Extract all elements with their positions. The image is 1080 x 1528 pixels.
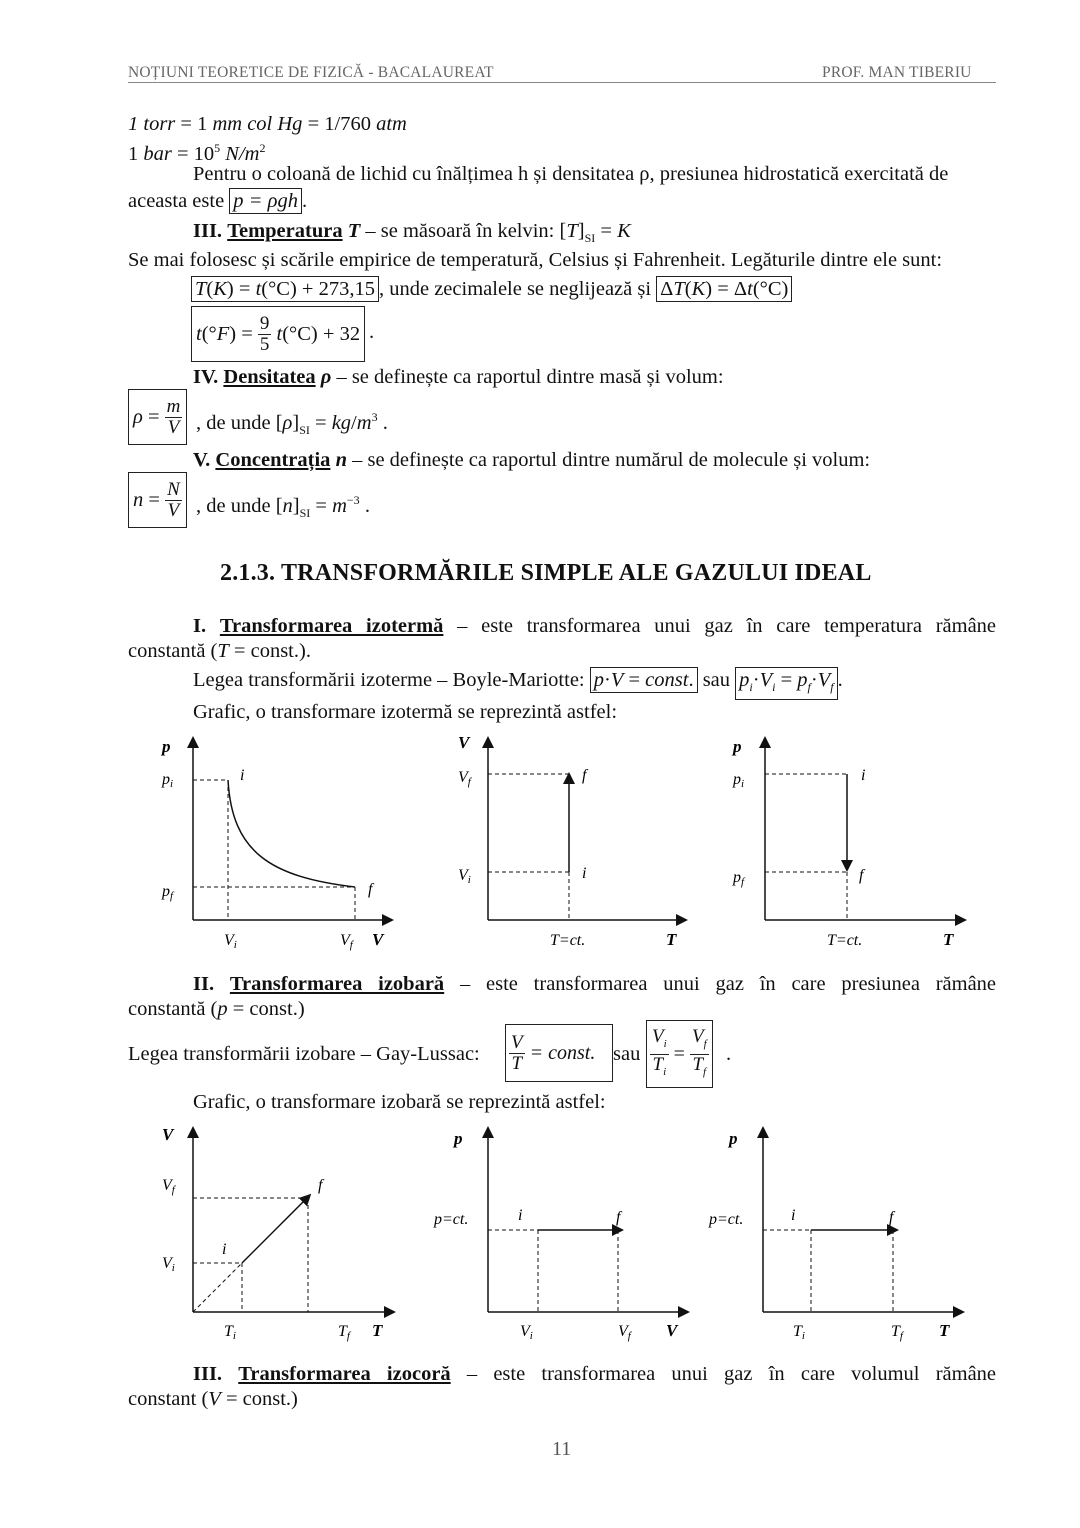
- svg-text:f: f: [859, 867, 864, 884]
- isothermal-pT-graph: [725, 732, 975, 954]
- svg-text:T: T: [939, 1321, 950, 1340]
- temperature-heading: III. Temperatura T – se măsoară în kelvin: $[T]_{SI} = K$: [193, 220, 631, 246]
- header-rule: [128, 82, 996, 83]
- isothermal-VT-graph: [450, 732, 700, 954]
- svg-text:T=ct.: T=ct.: [827, 932, 863, 949]
- isobaric-def2: constantă (p = const.): [128, 998, 305, 1020]
- svg-text:Vf: Vf: [618, 1323, 631, 1342]
- svg-text:V: V: [162, 1125, 174, 1144]
- svg-text:p: p: [454, 1129, 463, 1148]
- section-title: 2.1.3. TRANSFORMĂRILE SIMPLE ALE GAZULUI IDEAL: [220, 560, 872, 586]
- concentration-heading: V. Concentrația n – se definește ca raportul dintre numărul de molecule și volum:: [193, 449, 871, 471]
- svg-text:i: i: [791, 1207, 796, 1224]
- isothermal-law: Legea transformării izoterme – Boyle-Mariotte: p·V = const. sau $p_i\cdot V_i = p_f\cdot V_f$ .: [193, 667, 843, 700]
- V-axis-label: V: [372, 930, 384, 949]
- svg-text:p=ct.: p=ct.: [434, 1211, 469, 1228]
- concentration-formula: n = $\frac{N}{V}$: [128, 472, 187, 528]
- svg-text:i: i: [582, 865, 587, 882]
- svg-text:Vf: Vf: [340, 932, 353, 951]
- isobaric-VT-graph: [150, 1122, 410, 1344]
- hydro-line2: aceasta este p = ρgh .: [128, 190, 308, 212]
- svg-text:Tf: Tf: [338, 1323, 350, 1342]
- svg-text:pi: pi: [733, 771, 745, 790]
- delta-formula: ΔT(K) = Δt(°C): [656, 276, 792, 302]
- fahrenheit-formula: t (° F ) = $\frac{9}{5}$ t (°C) + 32: [191, 306, 365, 362]
- isobar-line: [242, 1198, 307, 1263]
- svg-text:p: p: [729, 1129, 738, 1148]
- svg-text:p: p: [733, 737, 742, 756]
- svg-text:f: f: [582, 767, 587, 784]
- hydro-formula: p = ρgh: [229, 188, 302, 214]
- svg-text:T: T: [666, 930, 677, 949]
- density-unit: , de unde $[\rho]_{SI} = kg/m^3$ .: [196, 410, 388, 437]
- isotherm-curve: [228, 780, 355, 887]
- torr-line: 1 torr = 1 mm col Hg = 1/760 atm: [128, 113, 407, 135]
- svg-text:Vi: Vi: [162, 1255, 175, 1274]
- svg-text:Vi: Vi: [224, 932, 237, 951]
- isothermal-heading: I. Transformarea izotermă – este transformarea unui gaz în care temperatura rămâne: [193, 615, 997, 637]
- svg-text:V: V: [458, 733, 470, 752]
- svg-text:Vi: Vi: [520, 1323, 533, 1342]
- kelvin-formula: T(K) = t(°C) + 273,15: [191, 276, 379, 302]
- isobaric-pV-graph: [430, 1122, 700, 1344]
- isobaric-formula-1: $\frac{V}{T}$ = const.: [505, 1024, 613, 1082]
- svg-text:T: T: [372, 1321, 383, 1340]
- isothermal-def2: constantă (T = const.).: [128, 640, 311, 662]
- bar-line: 1 bar = $10^5$ $N/m^2$: [128, 141, 266, 165]
- svg-text:V: V: [666, 1321, 678, 1340]
- isochoric-def2: constant (V = const.): [128, 1388, 298, 1410]
- svg-text:Vf: Vf: [162, 1177, 175, 1196]
- svg-text:f: f: [318, 1177, 323, 1194]
- svg-text:pf: pf: [733, 869, 745, 888]
- svg-text:Ti: Ti: [224, 1323, 236, 1342]
- temperature-formulas: T(K) = t(°C) + 273,15 , unde zecimalele se neglijează și ΔT(K) = Δt(°C): [191, 276, 792, 302]
- header-left: NOȚIUNI TEORETICE DE FIZICĂ - BACALAUREAT: [128, 64, 494, 81]
- isothermal-graphic-caption: Grafic, o transformare izotermă se reprezintă astfel:: [193, 701, 618, 723]
- svg-text:T: T: [943, 930, 954, 949]
- hydro-line1: Pentru o coloană de lichid cu înălțimea h și densitatea ρ, presiunea hidrostatică exercitată de: [193, 163, 949, 185]
- svg-text:pf: pf: [162, 883, 174, 902]
- svg-text:i: i: [240, 767, 245, 784]
- header-right: PROF. MAN TIBERIU: [822, 64, 972, 81]
- concentration-unit: , de unde $[n]_{SI} = m^{-3}$ .: [196, 493, 370, 520]
- svg-text:pi: pi: [162, 771, 174, 790]
- svg-text:f: f: [616, 1209, 621, 1226]
- svg-text:Ti: Ti: [793, 1323, 805, 1342]
- svg-text:p=ct.: p=ct.: [709, 1211, 744, 1228]
- svg-text:i: i: [222, 1241, 227, 1258]
- isothermal-pV-graph: [150, 732, 410, 954]
- isobaric-pT-graph: [705, 1122, 975, 1344]
- isochoric-heading: III. Transformarea izocoră – este transformarea unui gaz în care volumul rămâne: [193, 1363, 997, 1385]
- density-heading: IV. Densitatea ρ – se definește ca raportul dintre masă și volum:: [193, 366, 724, 388]
- isobaric-law-label: Legea transformării izobare – Gay-Lussac:: [128, 1043, 480, 1065]
- svg-text:i: i: [518, 1207, 523, 1224]
- svg-text:Vf: Vf: [458, 769, 471, 788]
- svg-text:Tf: Tf: [891, 1323, 903, 1342]
- svg-text:i: i: [861, 767, 866, 784]
- svg-text:f: f: [889, 1209, 894, 1226]
- page-number: 11: [552, 1438, 572, 1460]
- temperature-scales: Se mai folosesc și scările empirice de temperatură, Celsius și Fahrenheit. Legăturile dintre ele sunt:: [128, 249, 943, 271]
- svg-text:f: f: [368, 881, 373, 898]
- isobaric-graphic-caption: Grafic, o transformare izobară se reprezintă astfel:: [193, 1091, 606, 1113]
- isobaric-heading: II. Transformarea izobară – este transformarea unui gaz în care presiunea rămâne: [193, 973, 997, 995]
- density-formula: ρ = $\frac{m}{V}$: [128, 389, 187, 445]
- svg-text:T=ct.: T=ct.: [550, 932, 586, 949]
- isobaric-formula-2: $\frac{V_i}{T_i}$ = $\frac{V_f}{T_f}$: [646, 1020, 713, 1088]
- p-axis-label: p: [162, 737, 171, 756]
- svg-text:Vi: Vi: [458, 867, 471, 886]
